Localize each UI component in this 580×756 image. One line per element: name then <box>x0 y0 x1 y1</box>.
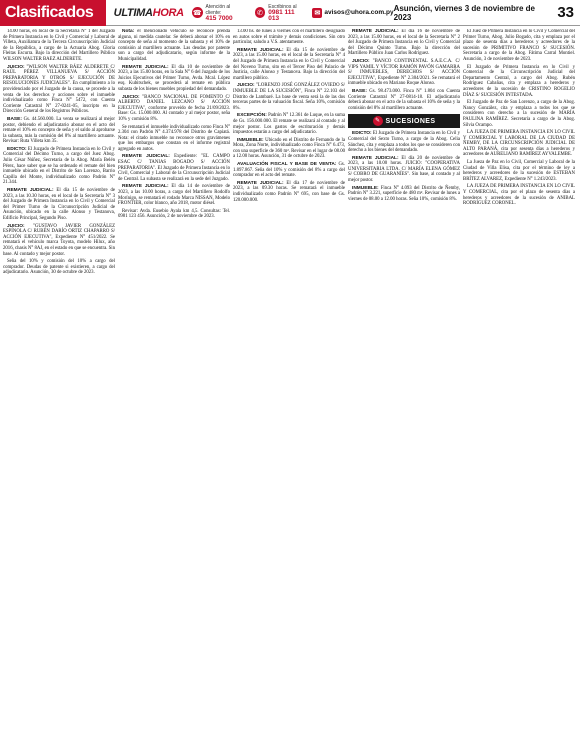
legal-notice <box>233 29 345 46</box>
notice-body: El día 14 de noviembre de 2023, a las 10.00 horas, a cargo del Martillero Rodolfo Morínigo, se rematará el rodado Marca NISSAN, Modelo FRONTIER, color blanco, año 2018, motor diésel. <box>118 184 230 207</box>
column-2 <box>118 29 230 753</box>
section-title: Clasificados <box>0 0 106 26</box>
legal-notice <box>233 113 345 135</box>
legal-notice <box>118 125 230 153</box>
notice-heading: JUICIO: <box>7 64 25 70</box>
legal-notice <box>348 89 460 111</box>
legal-notice <box>118 154 230 182</box>
notice-heading: INMUEBLE: <box>352 185 379 191</box>
legal-notice <box>3 259 115 276</box>
notice-heading: EXCEPCIÓN: <box>237 113 267 119</box>
notice-body: Gs. 1.897.867. Seña del 10% y comisión del 8% a cargo del comprador en el acto del remate. <box>233 162 345 179</box>
legal-notice <box>463 160 575 182</box>
legal-notice <box>233 181 345 203</box>
legal-notice <box>348 131 460 153</box>
legal-notice <box>3 117 115 145</box>
whatsapp-icon: ✆ <box>255 7 266 18</box>
legal-notice <box>3 65 115 115</box>
notice-body: El día 20 de noviembre de 2023, a las 10.00 horas. JUICIO: "COOPERATIVA UNIVERSITARIA LTDA. C/ MARÍA ELENA GÓMEZ S/ COBRO DE GUARANÍES". Sin base, al contado y al mejor postor. <box>348 155 460 184</box>
notice-body: Gs. 44.560.000. La venta se realizará al mejor postor, debiendo el adjudicatario abonar en el acto del remate el 10% en concepto de seña y el saldo al aprobarse la subasta, más la comisión del 8% al martillero actuante. Revisar: Ruta Villeta km 35. <box>3 116 115 145</box>
legal-notice <box>463 100 575 128</box>
notice-body: LA JUEZA DE PRIMERA INSTANCIA EN LO CIVIL Y COMERCIAL, cita por el plazo de sesenta días a herederos y acreedores de la sucesión de ANIBAL RODRÍGUEZ CORONEL. <box>463 184 575 207</box>
legal-notice <box>463 65 575 99</box>
notice-body: Revisar: Avda. Eusebio Ayala km 4,5. Consultas: Tel. 0981 123 456. Asunción, 2 de noviembre de 2023. <box>118 208 230 220</box>
notice-heading: INMUEBLE: <box>237 137 264 143</box>
notice-heading: Nota: <box>122 29 135 34</box>
legal-notice <box>233 83 345 111</box>
column-1 <box>3 29 115 753</box>
email-icon: ✉ <box>312 8 322 18</box>
scroll-icon: ✎ <box>373 116 383 126</box>
email-contact: ✉ avisos@uhora.com.py <box>312 8 393 18</box>
page-header <box>0 0 580 26</box>
notice-heading: REMATE JUDICIAL: <box>7 188 54 194</box>
legal-notice <box>463 130 575 158</box>
notice-heading: REMATE JUDICIAL: <box>122 154 170 160</box>
legal-notice <box>463 184 575 206</box>
legal-notice <box>3 188 115 222</box>
legal-notice <box>118 65 230 93</box>
notice-body: Ubicado en el Distrito de Fernando de la Mora, Zona Norte, individualizado como Finca N° 6.473, con una superficie de 360 m². Revisar en el lugar de 08.00 a 12.00 horas. Asunción, 31 de octubre de 2023. <box>233 137 345 160</box>
notice-body: el mencionado vehículo se reconoce prenda alguna, ni medida cautelar. Se deberá abonar el 10% en concepto de seña al momento de la subasta y el 10% de comisión al martillero actuante. Las deudas por patente son a cargo del adjudicatario, según informe de la Municipalidad. <box>118 29 230 62</box>
notice-body: "WILSON WALTER BÁEZ ALDERETE C/ RAÚL PÉREZ VILLANUEVA S/ ACCIÓN PREPARATORIA Y OTROS S/ EJECUCIÓN DE RESOLUCIONES JUDICIALES". En cumplimiento a lo providenciado por el Juzgado de la causa, se procede a la venta de los derechos y acciones sobre el inmueble individualizado como Finca N° 5472, con Cuenta Corriente Catastral N° 27-0241-05, inscripto en la Dirección General de los Registros Públicos. <box>3 64 115 115</box>
notice-heading: REMATE JUDICIAL: <box>237 47 284 53</box>
notice-body: El Juzgado de Primera Instancia en lo Civil y Comercial de la Circunscripción Judicial del Departamento Central, a cargo del Abog. Rubén Rodríguez Cabañas, cita y emplaza a herederos y acreedores de la sucesión de CRISTINO ROGELIO DÍAZ S/ SUCESIÓN INTESTADA. <box>463 64 575 98</box>
notice-body: La Jueza de Paz en lo Civil, Comercial y Laboral de la Ciudad de Villa Elisa, cita por el término de ley a herederos y acreedores de la sucesión de ESTEBAN BRÍTEZ ALVAREZ, Expediente N° 1.243/2023. <box>463 160 575 182</box>
legal-notice <box>118 95 230 123</box>
notice-body: El día 15 de noviembre de 2023, a las 15.00 horas, en el local de la Secretaría N° 4 del Juzgado de Primera Instancia en lo Civil y Comercial del Noveno Turno, sito en el Tercer Piso del Palacio de Justicia, calle Alonso y Testanova. Bajo la dirección del martillero público. <box>233 47 345 81</box>
notice-body: LA JUEZA DE PRIMERA INSTANCIA EN LO CIVIL Y COMERCIAL Y LABORAL DE LA CIUDAD DE ÑEMBY, DE LA CIRCUNSCRIPCIÓN JUDICIAL DE ALTO PARANÁ, cita por sesenta días a herederos y acreedores de AURELIANO RAMÍREZ AYVALEMBE. <box>463 130 575 158</box>
notice-heading: REMATE JUDICIAL: <box>122 184 169 190</box>
notice-heading: REMATE JUDICIAL: <box>122 64 169 70</box>
notice-body: Expediente: "EL CAMPO ESAC C/ TANIAS BOGADO S/ ACCIÓN PREPARATORIA". El Juzgado de Primera Instancia en lo Civil, Comercial y Laboral de la Circunscripción Judicial de Central. La subasta se realizará en la sede del Juzgado. <box>118 154 230 182</box>
notice-heading: JUICIO: <box>7 223 25 229</box>
legal-notice <box>118 209 230 220</box>
notice-heading: REMATE JUDICIAL: <box>352 155 399 161</box>
notice-body: El Juzgado de Primera Instancia en lo Civil y Comercial del Sexto Turno, a cargo de la Abog. Celia Sánchez, cita y emplaza a todos los que se consideren con derecho a los bienes del demandado. <box>348 131 460 154</box>
notice-body: Padrón N° 12.361 de Luque, en la suma de Gs. 156.000.000. El remate se realizará al contado y al mejor postor. Los gastos de escrituración y demás impuestos estarán a cargo del adjudicatario. <box>233 113 345 136</box>
notice-body: Seña del 10% y comisión del 10% a cargo del comprador. Deudas de patente si existieren, a cargo del adjudicatario. Asunción, 30 de octubre de 2023. <box>3 259 115 276</box>
legal-notice <box>3 147 115 186</box>
notice-heading: REMATE JUDICIAL: <box>352 29 399 34</box>
whatsapp-contact: ✆ Escribinos al 0981 111 013 <box>255 4 307 22</box>
legal-notice <box>463 29 575 63</box>
legal-notice <box>118 29 230 63</box>
legal-notice <box>233 48 345 82</box>
notice-body: El Juzgado de Primera Instancia en lo Civil y Comercial del Décimo Turno, a cargo del Juez Abog. Julio César Núñez, Secretaría de la Abog. María Belén Pérez, hace saber que se ha ordenado el remate del bien inmueble ubicado en el Distrito de San Lorenzo, Barrio Capilla del Monte, individualizado como Padrón N° 21.344. <box>3 146 115 186</box>
legal-notice <box>233 138 345 160</box>
notice-heading: BASE: <box>352 88 367 94</box>
notice-body: "GUSTAVO JAVIER GONZÁLEZ ESPÍNOLA C/ RUBÉN DARÍO ORTIZ CHAPARRO S/ ACCIÓN EJECUTIVA", Expediente N° 451/2022. Se rematará el vehículo marca Toyota, modelo Hilux, año 2016, chasis N° 8AJ, en el estado en que se encuentra. Sin base. Al contado y mejor postor. <box>3 223 115 257</box>
newspaper-logo: ULTIMAHORA <box>113 6 184 19</box>
notice-heading: JUICIO: <box>122 94 140 100</box>
notice-body: El día 16 de noviembre de 2023, a las 15.00 horas, en el local de la Secretaría N° 2 del Juzgado de Primera Instancia en lo Civil y Comercial del Décimo Quinto Turno. Bajo la dirección del Martillero Público Juan Carlos Rodríguez. <box>348 29 460 57</box>
notice-body: "BANCO NACIONAL DE FOMENTO C/ ALBERTO DANIEL LEZCANO S/ ACCIÓN EJECUTIVA", conforme proveído de fecha 21/09/2023. Base: Gs. 15.000.000. Al contado y al mejor postor, seña 10% y comisión 8%. <box>118 94 230 122</box>
sucesiones-banner <box>348 114 460 128</box>
legal-notice <box>348 156 460 184</box>
legal-notice <box>3 224 115 258</box>
phone-contact: ☎ Atención al cliente: 415 7000 <box>192 3 233 22</box>
notice-heading: REMATE JUDICIAL: <box>237 180 284 186</box>
notice-heading: EDICTO: <box>7 146 27 152</box>
page-number: 33 <box>557 4 575 21</box>
column-3 <box>233 29 345 753</box>
notice-heading: AVALUACIÓN FISCAL Y BASE DE VENTA: <box>237 162 337 168</box>
sucesiones-label: SUCESIONES <box>385 117 436 125</box>
notice-body: El día 10 de noviembre de 2023, a las 15.00 horas, en la Sala N° 6 del Juzgado de los Juicios Ejecutivos del Primer Turno, Avda. Mcal. López esq. Kubitschek, se procederá al remate en pública subasta de los bienes muebles propiedad del demandado. <box>118 64 230 92</box>
notice-heading: BASE: <box>7 116 22 122</box>
notice-body: El Juez de Primera Instancia en lo Civil y Comercial del Primer Turno, Abog. Julio Bogado, cita y emplaza por el plazo de sesenta días a herederos y acreedores de la sucesión de PRIMITIVO FRANCO S/ SUCESIÓN. Secretaría a cargo de la Abog. Fátima Carral Montiel. Asunción, 3 de noviembre de 2023. <box>463 29 575 62</box>
legal-notice <box>233 162 345 179</box>
notice-body: "BANCO CONTINENTAL S.A.E.C.A. C/ VIPS YAMIL Y VÍCTOR RAMÓN PAVÓN GAMARRA S/ INMUEBLES, DERECHOS S/ ACCIÓN EJECUTIVA", Expediente N° 2.304/2021. Se rematará el inmueble ubicado en Mariano Roque Alonso. <box>348 58 460 87</box>
classifieds-columns <box>3 29 577 753</box>
legal-notice <box>348 59 460 87</box>
legal-notice <box>348 186 460 203</box>
notice-heading: EDICTO: <box>352 131 372 137</box>
issue-date: Asunción, viernes 3 de noviembre de 2023 <box>393 3 535 22</box>
notice-body: El día 15 de noviembre de 2023, a las 10.30 horas, en el local de la Secretaría N° 3 del Juzgado de Primera Instancia en lo Civil y Comercial del Primer Turno de la Circunscripción Judicial de Asunción, ubicado en la calle Alonso y Testanova, Edificio Principal, Segundo Piso. <box>3 188 115 221</box>
notice-heading: JUICIO: <box>352 58 370 64</box>
notice-body: 13.00 hs. de lunes a viernes con el martillero designado en autos sobre el trámite y demás condiciones. Sin otro particular, saludo a V.S. atentamente. <box>233 29 345 46</box>
notice-body: "LORENZO JOSÉ GONZÁLEZ OVIEDO S/ INMUEBLE DE LA SUCESIÓN", Finca N° 22.103 del Distrito de Lambaré. La base de venta será la de las dos terceras partes de la valuación fiscal. Seña 10%, comisión 8%. <box>233 83 345 111</box>
column-4 <box>348 29 460 753</box>
phone-icon: ☎ <box>192 7 203 18</box>
notice-body: El día 17 de noviembre de 2023, a las 09.30 horas. Se rematará el inmueble individualizado como Padrón N° 695, con base de Gs. 120.000.000. <box>233 180 345 203</box>
legal-notice <box>3 29 115 63</box>
notice-body: Finca N° 4.093 del Distrito de Ñemby, Padrón N° 3.221, superficie de 480 m². Revisar de lunes a viernes de 08.00 a 12.00 horas. Seña 10%, comisión 8%. <box>348 185 460 202</box>
notice-body: El Juzgado de Paz de San Lorenzo, a cargo de la Abog. Nancy González, cita y emplaza a todos los que se consideren con derecho a la sucesión de MARÍA PAULINA RAMÍREZ. Secretaría a cargo de la Abog. Silvia Ocampo. <box>463 100 575 128</box>
legal-notice <box>118 184 230 206</box>
notice-heading: JUICIO: <box>237 83 255 89</box>
notice-body: Se rematará el inmueble individualizado como Finca N° 2.304 con Padrón N° 4.374.978 del Distrito de Capiatá. Nota: el citado inmueble no reconoce otros gravámenes que los embargos que constan en el informe registral agregado en autos. <box>118 124 230 152</box>
legal-notice <box>348 29 460 57</box>
column-5 <box>463 29 575 753</box>
notice-body: Gs. 98.473.000. Finca N° 1.804 con Cuenta Corriente Catastral N° 27-0814-18. El adjudicatario deberá abonar en el acto de la subasta el 10% de seña y la comisión del 8% al martillero actuante. <box>348 88 460 111</box>
notice-body: 14.00 horas, en local de la Secretaría N° 1 del Juzgado de Primera Instancia en lo Civil y Comercial y Laboral de Villeta, Auxiliatura de la Tercera Circunscripción Judicial de la República, a cargo de la Actuaria Abog. Gloria Fleitas Escurra. Bajo la dirección del Martillero Público WILSON WALTER BAEZ ALDERETE. <box>3 29 115 62</box>
